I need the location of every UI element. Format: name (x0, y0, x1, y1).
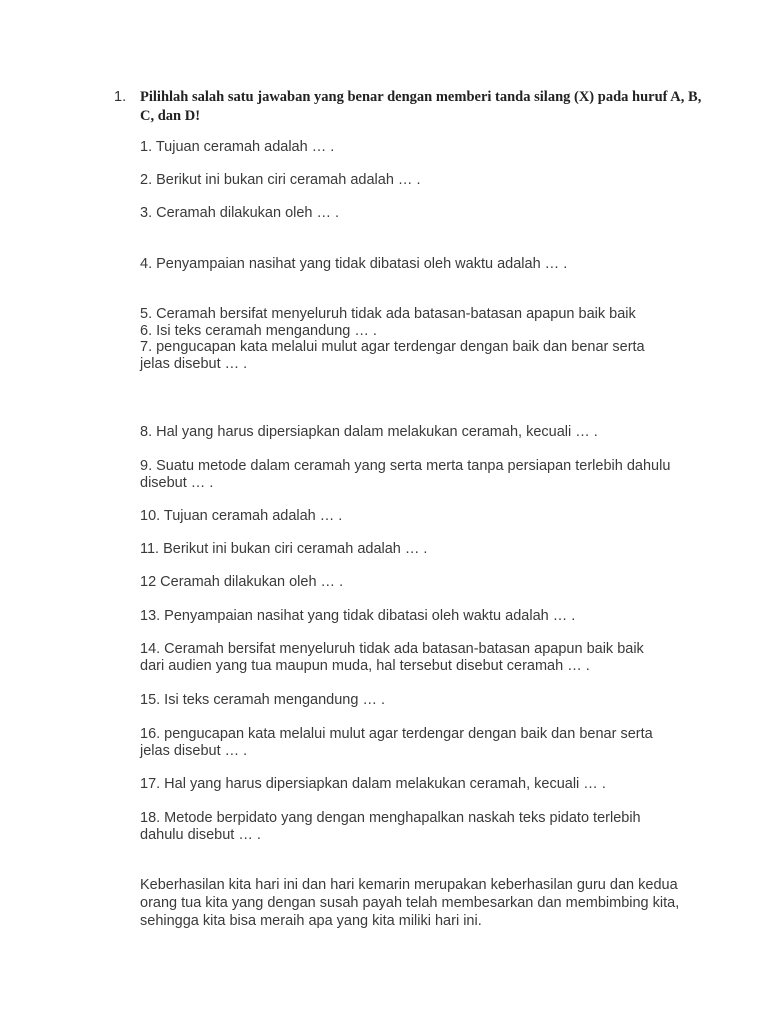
question-6: 6. Isi teks ceramah mengandung … . (140, 323, 377, 339)
question-4: 4. Penyampaian nasihat yang tidak dibatasi oleh waktu adalah … . (140, 256, 568, 272)
question-12: 12 Ceramah dilakukan oleh … . (140, 574, 344, 590)
closing-paragraph: Keberhasilan kita hari ini dan hari kemarin merupakan keberhasilan guru dan kedua orang tua kita yang dengan susah payah telah membesarkan dan membimbing kita, sehingga kita bisa meraih apa yang kita miliki hari ini. (140, 877, 680, 929)
question-18: 18. Metode berpidato yang dengan menghapalkan naskah teks pidato terlebih dahulu disebut … . (140, 810, 641, 843)
question-10: 10. Tujuan ceramah adalah … . (140, 508, 343, 524)
instruction-number: 1. (114, 89, 127, 105)
question-3: 3. Ceramah dilakukan oleh … . (140, 205, 340, 221)
question-9: 9. Suatu metode dalam ceramah yang serta merta tanpa persiapan terlebih dahulu disebut … . (140, 458, 671, 491)
instruction (114, 88, 714, 126)
instruction-text: Pilihlah salah satu jawaban yang benar dengan memberi tanda silang (X) pada huruf A, B, C, dan D! (140, 89, 702, 124)
question-11: 11. Berikut ini bukan ciri ceramah adalah … . (140, 541, 428, 557)
question-17: 17. Hal yang harus dipersiapkan dalam melakukan ceramah, kecuali … . (140, 776, 606, 792)
question-14: 14. Ceramah bersifat menyeluruh tidak ada batasan-batasan apapun baik baik dari audien yang tua maupun muda, hal tersebut disebut ceramah … . (140, 641, 644, 674)
question-15: 15. Isi teks ceramah mengandung … . (140, 692, 386, 708)
question-16: 16. pengucapan kata melalui mulut agar terdengar dengan baik dan benar serta jelas disebut … . (140, 726, 653, 759)
question-2: 2. Berikut ini bukan ciri ceramah adalah … . (140, 172, 421, 188)
question-5: 5. Ceramah bersifat menyeluruh tidak ada batasan-batasan apapun baik baik (140, 306, 636, 322)
question-1: 1. Tujuan ceramah adalah … . (140, 139, 335, 155)
question-8: 8. Hal yang harus dipersiapkan dalam melakukan ceramah, kecuali … . (140, 424, 598, 440)
question-13: 13. Penyampaian nasihat yang tidak dibatasi oleh waktu adalah … . (140, 608, 576, 624)
question-7: 7. pengucapan kata melalui mulut agar terdengar dengan baik dan benar serta jelas disebut … . (140, 339, 645, 372)
